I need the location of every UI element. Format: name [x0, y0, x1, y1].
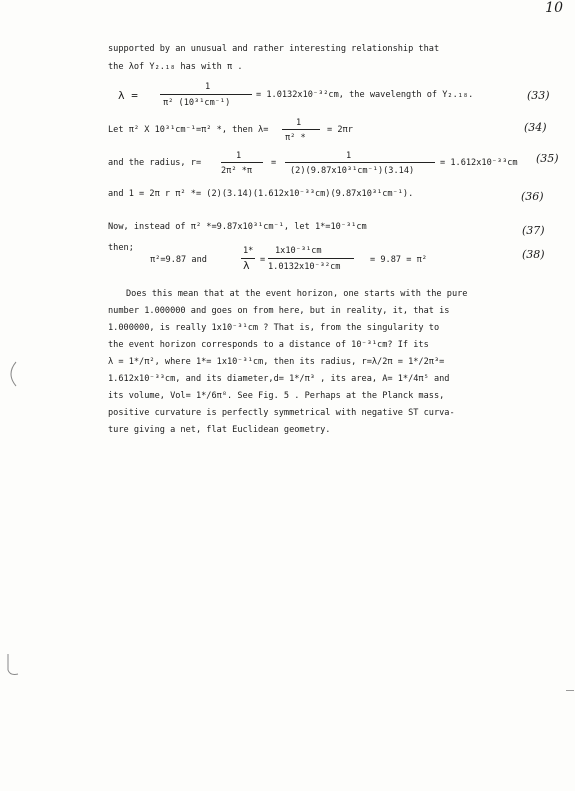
- paragraph-line: positive curvature is perfectly symmetrical with negative ST curva-: [108, 408, 455, 418]
- eq34-denominator: π² *: [285, 133, 306, 143]
- paragraph-line: λ = 1*/π², where 1*= 1x10⁻³¹cm, then its radius, r=λ/2π = 1*/2π³=: [108, 357, 445, 367]
- eq33-lhs: λ =: [118, 89, 138, 102]
- paragraph-line: number 1.000000 and goes on from here, but in reality, it, that is: [108, 306, 450, 316]
- eq35-denominator-1: 2π² *π: [221, 166, 253, 176]
- eq34-label: (34): [524, 121, 547, 134]
- eq38-frac1-numerator: 1*: [243, 246, 254, 256]
- eq37-label: (37): [522, 224, 545, 237]
- eq36-label: (36): [521, 190, 544, 203]
- eq37-text: Now, instead of π² *=9.87x10³¹cm⁻¹, let 1*=10⁻³¹cm: [108, 222, 367, 232]
- eq38-frac1-denominator: λ: [243, 259, 250, 272]
- eq34-lhs: Let π² X 10³¹cm⁻¹=π² *, then λ=: [108, 125, 269, 135]
- eq35-fraction-bar-2: [285, 162, 435, 163]
- eq35-mid: =: [271, 158, 277, 168]
- page-number: 10: [545, 0, 563, 16]
- paragraph-line: 1.000000, is really 1x10⁻³¹cm ? That is, from the singularity to: [108, 323, 440, 333]
- eq35-label: (35): [536, 152, 559, 165]
- eq38-then: then;: [108, 243, 134, 253]
- eq38-rhs: = 9.87 = π²: [370, 255, 427, 265]
- intro-line-2: the λof Υ₂.₁₈ has with π .: [108, 62, 243, 72]
- eq38-label: (38): [522, 248, 545, 261]
- eq35-denominator-2: (2)(9.87x10³¹cm⁻¹)(3.14): [290, 166, 415, 176]
- eq38-lhs: π²=9.87 and: [150, 255, 207, 265]
- eq38-frac2-denominator: 1.0132x10⁻³²cm: [268, 262, 341, 272]
- eq34-fraction-bar: [282, 129, 320, 130]
- eq35-numerator-2: 1: [346, 151, 352, 161]
- paragraph-line: its volume, Vol= 1*/6π⁸. See Fig. 5 . Perhaps at the Planck mass,: [108, 391, 445, 401]
- intro-line-1: supported by an unusual and rather interesting relationship that: [108, 44, 440, 54]
- eq36-text: and 1 = 2π r π² *= (2)(3.14)(1.612x10⁻³³cm)(9.87x10³¹cm⁻¹).: [108, 189, 414, 199]
- eq33-rhs: = 1.0132x10⁻³²cm, the wavelength of Υ₂.₁₈.: [256, 90, 474, 100]
- binder-hole-mark: [2, 360, 22, 390]
- eq33-fraction-bar: [160, 94, 252, 95]
- edge-mark: [566, 690, 574, 691]
- paragraph-line: 1.612x10⁻³³cm, and its diameter,d= 1*/π³ , its area, A= 1*/4π⁵ and: [108, 374, 450, 384]
- eq38-frac2-numerator: 1x10⁻³¹cm: [275, 246, 322, 256]
- eq38-eq: =: [260, 255, 266, 265]
- eq34-numerator: 1: [296, 118, 302, 128]
- eq38-fraction-bar-2: [268, 258, 354, 259]
- eq35-fraction-bar-1: [221, 162, 263, 163]
- paragraph-line: ture giving a net, flat Euclidean geometry.: [108, 425, 331, 435]
- paragraph-line: the event horizon corresponds to a distance of 10⁻³¹cm? If its: [108, 340, 429, 350]
- eq33-numerator: 1: [205, 82, 211, 92]
- eq33-denominator: π² (10³¹cm⁻¹): [163, 98, 231, 108]
- eq34-rhs: = 2πr: [327, 125, 353, 135]
- binder-hole-mark: [2, 652, 22, 682]
- paragraph-line: Does this mean that at the event horizon, one starts with the pure: [126, 289, 468, 299]
- eq35-numerator-1: 1: [236, 151, 242, 161]
- eq33-label: (33): [527, 89, 550, 102]
- eq35-lhs: and the radius, r=: [108, 158, 202, 168]
- eq35-rhs: = 1.612x10⁻³³cm: [440, 158, 518, 168]
